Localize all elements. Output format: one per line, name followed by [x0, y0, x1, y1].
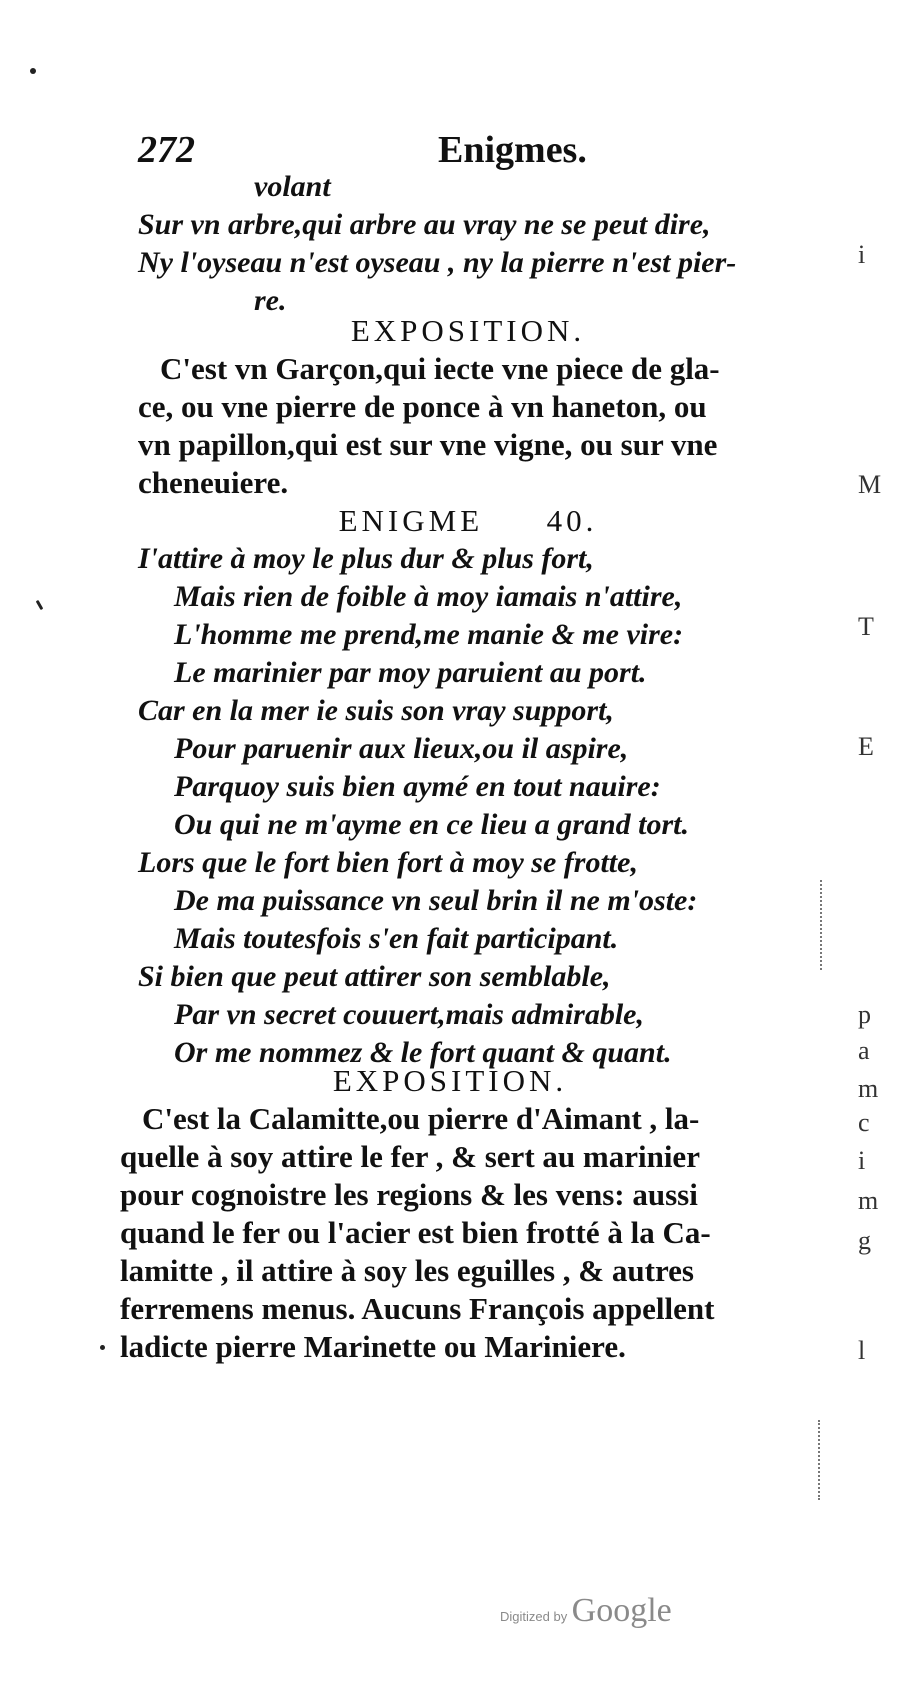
scan-speck: [30, 68, 36, 74]
prose-line: C'est vn Garçon,qui iecte vne piece de gla-: [160, 351, 720, 386]
scan-line: [818, 1420, 820, 1500]
prose-line: ce, ou vne pierre de ponce à vn haneton, ou: [138, 389, 707, 424]
enigme-title: ENIGME: [338, 503, 484, 538]
prose-line: cheneuiere.: [138, 465, 289, 500]
verse-line: Mais rien de foible à moy iamais n'attire,: [174, 580, 683, 613]
prose-line: vn papillon,qui est sur vne vigne, ou sur vne: [138, 427, 718, 462]
digitized-by-label: Digitized by: [500, 1609, 568, 1624]
verse-line: Si bien que peut attirer son semblable,: [138, 960, 611, 993]
prose-line: pour cognoistre les regions & les vens: aussi: [120, 1177, 698, 1212]
exposition-1: [138, 312, 798, 502]
verse-line: Ny l'oyseau n'est oyseau , ny la pierre n'est pier-: [138, 246, 737, 279]
verse-line: I'attire à moy le plus dur & plus fort,: [138, 542, 594, 575]
verse-line: Car en la mer ie suis son vray support,: [138, 694, 614, 727]
digitization-mark: [500, 1592, 672, 1630]
margin-fragment: i: [858, 240, 866, 269]
margin-fragment: m: [858, 1074, 879, 1103]
verse-line: Le marinier par moy paruient au port.: [174, 656, 647, 689]
margin-fragment: g: [858, 1226, 871, 1255]
enigme-number: 40.: [546, 503, 598, 538]
verse-line: Mais toutesfois s'en fait participant.: [174, 922, 619, 955]
margin-fragment: T: [858, 612, 874, 641]
margin-fragment: M: [858, 470, 882, 499]
verse-line: Or me nommez & le fort quant & quant.: [174, 1036, 672, 1069]
enigme-40: [138, 502, 798, 1072]
prose-line: C'est la Calamitte,ou pierre d'Aimant , la-: [142, 1101, 700, 1136]
enigme-heading: [138, 502, 798, 540]
google-wordmark: Google: [571, 1592, 672, 1629]
verse-line: re.: [254, 284, 287, 317]
prose-line: ferremens menus. Aucuns François appellent: [120, 1291, 715, 1326]
verse-line: Lors que le fort bien fort à moy se frotte,: [138, 846, 638, 879]
prose-line: quelle à soy attire le fer , & sert au marinier: [120, 1139, 700, 1174]
margin-fragment: p: [858, 1000, 871, 1029]
section-heading: EXPOSITION.: [332, 1063, 568, 1098]
top-verse: [138, 168, 798, 320]
exposition-2: [120, 1062, 780, 1366]
prose-line: lamitte , il attire à soy les eguilles , & autres: [120, 1253, 694, 1288]
section-heading: EXPOSITION.: [350, 313, 586, 348]
margin-fragment: l: [858, 1336, 866, 1365]
verse-line: L'homme me prend,me manie & me vire:: [174, 618, 684, 651]
prose-line: ladicte pierre Marinette ou Mariniere.: [120, 1329, 626, 1364]
margin-fragment: E: [858, 732, 874, 761]
margin-fragment: i: [858, 1146, 866, 1175]
scan-speck: [36, 600, 44, 610]
margin-fragment: a: [858, 1036, 870, 1065]
verse-line: Par vn secret couuert,mais admirable,: [174, 998, 644, 1031]
verse-line: Parquoy suis bien aymé en tout nauire:: [174, 770, 661, 803]
verse-line: Pour paruenir aux lieux,ou il aspire,: [174, 732, 629, 765]
margin-fragment: c: [858, 1108, 870, 1137]
verse-line: volant: [254, 170, 331, 203]
scan-line: [820, 880, 822, 970]
verse-line: De ma puissance vn seul brin il ne m'oste:: [174, 884, 698, 917]
page-number: 272: [138, 129, 195, 171]
scan-speck: [100, 1345, 105, 1350]
verse-line: Ou qui ne m'ayme en ce lieu a grand tort.: [174, 808, 690, 841]
prose-line: quand le fer ou l'acier est bien frotté à la Ca-: [120, 1215, 711, 1250]
verse-line: Sur vn arbre,qui arbre au vray ne se peut dire,: [138, 208, 711, 241]
margin-fragment: m: [858, 1186, 879, 1215]
running-title: Enigmes.: [438, 129, 587, 171]
